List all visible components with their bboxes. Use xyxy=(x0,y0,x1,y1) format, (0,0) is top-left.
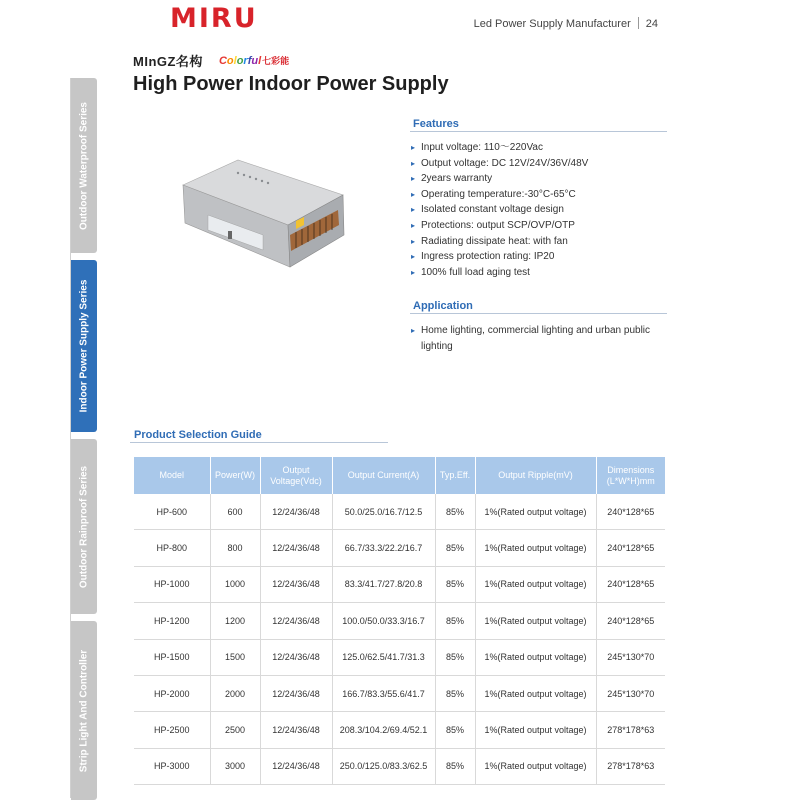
table-cell: 12/24/36/48 xyxy=(260,712,332,748)
column-header: Model xyxy=(134,457,210,494)
column-header: Typ.Eff. xyxy=(435,457,475,494)
table-cell: 240*128*65 xyxy=(596,530,665,566)
table-cell: 245*130*70 xyxy=(596,675,665,711)
side-tab-label: Outdoor Waterproof Series xyxy=(78,101,90,230)
table-cell: 12/24/36/48 xyxy=(260,530,332,566)
table-cell: HP-1200 xyxy=(134,603,210,639)
application-divider xyxy=(410,313,667,314)
table-cell: 85% xyxy=(435,675,475,711)
table-cell: 1%(Rated output voltage) xyxy=(475,748,596,784)
colorful-letter: r xyxy=(243,55,248,67)
table-cell: HP-800 xyxy=(134,530,210,566)
table-cell: 85% xyxy=(435,712,475,748)
feature-item: ▸ Isolated constant voltage design xyxy=(411,202,671,218)
table-cell: 3000 xyxy=(210,748,260,784)
table-cell: HP-2500 xyxy=(134,712,210,748)
colorful-letter: l xyxy=(233,55,237,67)
feature-item: ▸ Input voltage: 110～220Vac xyxy=(411,140,671,156)
selection-guide-divider xyxy=(130,442,388,443)
table-cell: 85% xyxy=(435,530,475,566)
colorful-wordmark xyxy=(219,55,261,67)
table-cell: 278*178*63 xyxy=(596,748,665,784)
product-selection-table xyxy=(134,457,665,785)
side-tab-label: Strip Light And Controller xyxy=(78,649,90,772)
table-cell: HP-600 xyxy=(134,494,210,530)
colorful-letter: o xyxy=(236,55,244,67)
table-cell: 85% xyxy=(435,566,475,602)
colorful-cn: 七彩能 xyxy=(262,56,290,66)
column-header: Output Voltage(Vdc) xyxy=(260,457,332,494)
header-divider xyxy=(638,17,639,29)
table-cell: HP-1500 xyxy=(134,639,210,675)
table-cell: HP-2000 xyxy=(134,675,210,711)
table-cell: 12/24/36/48 xyxy=(260,639,332,675)
table-cell: 12/24/36/48 xyxy=(260,748,332,784)
table-cell: HP-3000 xyxy=(134,748,210,784)
table-cell: 125.0/62.5/41.7/31.3 xyxy=(332,639,435,675)
table-cell: 50.0/25.0/16.7/12.5 xyxy=(332,494,435,530)
table-cell: 240*128*65 xyxy=(596,603,665,639)
feature-item: ▸ Output voltage: DC 12V/24V/36V/48V xyxy=(411,156,671,172)
colorful-letter: u xyxy=(251,55,259,67)
features-list xyxy=(411,140,671,280)
features-heading: Features xyxy=(413,118,459,130)
table-cell: 83.3/41.7/27.8/20.8 xyxy=(332,566,435,602)
table-cell: 12/24/36/48 xyxy=(260,566,332,602)
table-row xyxy=(134,712,665,748)
side-tab-label: Outdoor Rainproof Series xyxy=(78,465,90,588)
colorful-logo xyxy=(219,54,289,67)
side-tab-indoor-power-supply[interactable] xyxy=(71,260,97,432)
table-cell: 800 xyxy=(210,530,260,566)
feature-item: ▸ 100% full load aging test xyxy=(411,265,671,281)
table-row xyxy=(134,566,665,602)
mingz-logo: MInGZ名构 xyxy=(133,54,203,69)
header-tagline: Led Power Supply Manufacturer xyxy=(473,18,631,30)
feature-item: ▸ Radiating dissipate heat: with fan xyxy=(411,234,671,250)
table-cell: 600 xyxy=(210,494,260,530)
table-cell: HP-1000 xyxy=(134,566,210,602)
side-tab-strip-light-controller[interactable] xyxy=(71,621,97,800)
table-cell: 85% xyxy=(435,603,475,639)
table-cell: 12/24/36/48 xyxy=(260,675,332,711)
table-cell: 1000 xyxy=(210,566,260,602)
side-tab-outdoor-waterproof[interactable] xyxy=(71,78,97,253)
table-cell: 12/24/36/48 xyxy=(260,494,332,530)
table-cell: 208.3/104.2/69.4/52.1 xyxy=(332,712,435,748)
table-cell: 1500 xyxy=(210,639,260,675)
application-item: ▸ Home lighting, commercial lighting and urban public lighting xyxy=(411,323,667,354)
application-heading: Application xyxy=(413,300,473,312)
table-cell: 2000 xyxy=(210,675,260,711)
column-header: Power(W) xyxy=(210,457,260,494)
table-cell: 1%(Rated output voltage) xyxy=(475,712,596,748)
table-cell: 166.7/83.3/55.6/41.7 xyxy=(332,675,435,711)
table-cell: 250.0/125.0/83.3/62.5 xyxy=(332,748,435,784)
features-divider xyxy=(410,131,667,132)
page-number: 24 xyxy=(645,18,658,30)
table-cell: 240*128*65 xyxy=(596,566,665,602)
table-cell: 12/24/36/48 xyxy=(260,603,332,639)
table-cell: 245*130*70 xyxy=(596,639,665,675)
colorful-letter: f xyxy=(247,55,252,67)
table-cell: 278*178*63 xyxy=(596,712,665,748)
power-supply-product-image xyxy=(178,155,348,275)
table-row xyxy=(134,530,665,566)
sub-brand-logos xyxy=(133,51,289,70)
table-cell: 2500 xyxy=(210,712,260,748)
table-cell: 1%(Rated output voltage) xyxy=(475,566,596,602)
table-cell: 1%(Rated output voltage) xyxy=(475,603,596,639)
table-cell: 66.7/33.3/22.2/16.7 xyxy=(332,530,435,566)
feature-item: ▸ Operating temperature:-30°C-65°C xyxy=(411,187,671,203)
header-info xyxy=(474,17,658,30)
table-row xyxy=(134,748,665,784)
colorful-letter: l xyxy=(258,55,262,67)
table-row xyxy=(134,494,665,530)
brand-logo: MIRU xyxy=(170,3,258,34)
page-title: High Power Indoor Power Supply xyxy=(133,73,449,95)
table-row xyxy=(134,675,665,711)
feature-item: ▸ 2years warranty xyxy=(411,171,671,187)
column-header: Output Current(A) xyxy=(332,457,435,494)
table-row xyxy=(134,639,665,675)
table-cell: 1%(Rated output voltage) xyxy=(475,530,596,566)
table-cell: 1%(Rated output voltage) xyxy=(475,494,596,530)
table-cell: 100.0/50.0/33.3/16.7 xyxy=(332,603,435,639)
table-cell: 240*128*65 xyxy=(596,494,665,530)
application-list xyxy=(411,323,667,354)
feature-item: ▸ Ingress protection rating: IP20 xyxy=(411,249,671,265)
selection-guide-heading: Product Selection Guide xyxy=(134,429,262,441)
table-cell: 85% xyxy=(435,748,475,784)
column-header: Dimensions (L*W*H)mm xyxy=(596,457,665,494)
colorful-letter: C xyxy=(218,55,227,67)
table-cell: 85% xyxy=(435,494,475,530)
table-cell: 1%(Rated output voltage) xyxy=(475,675,596,711)
table-cell: 1200 xyxy=(210,603,260,639)
side-tab-label: Indoor Power Supply Series xyxy=(78,279,90,413)
feature-item: ▸ Protections: output SCP/OVP/OTP xyxy=(411,218,671,234)
table-row xyxy=(134,603,665,639)
table-header-row xyxy=(134,457,665,494)
table-cell: 85% xyxy=(435,639,475,675)
colorful-letter: o xyxy=(226,55,234,67)
table-cell: 1%(Rated output voltage) xyxy=(475,639,596,675)
side-tab-outdoor-rainproof[interactable] xyxy=(71,439,97,614)
column-header: Output Ripple(mV) xyxy=(475,457,596,494)
